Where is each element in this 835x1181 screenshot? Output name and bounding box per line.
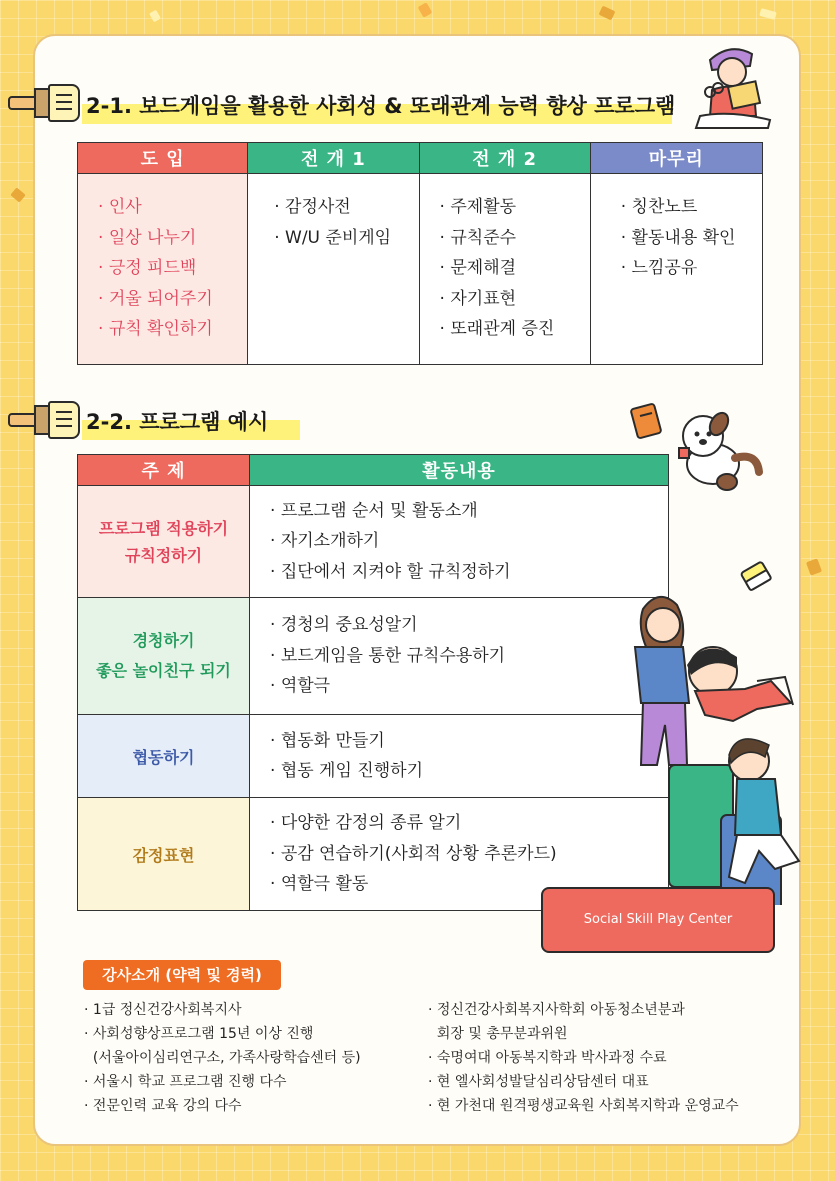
paintbrush-icon <box>8 82 80 122</box>
career-item: (서울아이심리연구소, 가족사랑학습센터 등) <box>92 1050 361 1066</box>
center-name-badge: Social Skill Play Center <box>541 887 775 953</box>
topic-line: 프로그램 적용하기 <box>98 518 229 538</box>
content-items <box>250 496 668 588</box>
list-item: · 감정사전 <box>274 192 418 223</box>
topic-cell <box>78 486 250 598</box>
list-item: · 문제해결 <box>440 253 590 284</box>
list-item: · 경청의 중요성알기 <box>270 610 668 641</box>
career-item: · 전문인력 교육 강의 다수 <box>84 1094 361 1118</box>
topic-cell <box>78 715 250 798</box>
list-item: · 칭찬노트 <box>621 192 762 223</box>
list-item: · 긍정 피드백 <box>98 253 247 284</box>
stage-items <box>420 174 590 345</box>
stage-header: 도 입 <box>78 143 248 174</box>
stage-items <box>591 174 762 284</box>
section2-title: 2-2. 프로그램 예시 <box>86 410 269 434</box>
topic-header: 주 제 <box>78 455 250 486</box>
list-item: · 인사 <box>98 192 247 223</box>
topic-line: 경청하기 <box>132 631 195 650</box>
list-item: · 역할극 <box>270 671 668 702</box>
list-item: · W/U 준비게임 <box>274 223 418 254</box>
list-item: · 느낌공유 <box>621 253 762 284</box>
career-item: · 1급 정신건강사회복지사 <box>84 998 361 1022</box>
confetti-piece <box>599 6 616 21</box>
list-item: · 보드게임을 통한 규칙수용하기 <box>270 641 668 672</box>
lecturer-career-left <box>84 998 361 1118</box>
confetti-piece <box>806 558 822 575</box>
list-item: · 역할극 활동 <box>270 869 668 900</box>
content-items <box>250 610 668 702</box>
stage-header: 전 개 1 <box>248 143 419 174</box>
stage-items <box>248 174 418 253</box>
topic-line: 좋은 놀이친구 되기 <box>96 661 231 680</box>
confetti-piece <box>10 187 26 202</box>
topic-line: 감정표현 <box>132 845 195 865</box>
lecturer-career-right <box>428 998 739 1118</box>
content-header: 활동내용 <box>250 455 669 486</box>
confetti-piece <box>149 10 161 23</box>
content-cell <box>250 715 669 798</box>
list-item: · 주제활동 <box>440 192 590 223</box>
lecturer-title: 강사소개 (약력 및 경력) <box>83 960 281 990</box>
list-item: · 거울 되어주기 <box>98 284 247 315</box>
dog-illustration <box>665 408 765 500</box>
list-item: · 일상 나누기 <box>98 223 247 254</box>
notebook-icon <box>628 402 664 442</box>
stage-cell <box>590 174 762 365</box>
career-item: · 정신건강사회복지사학회 아동청소년분과 <box>428 998 739 1022</box>
topic-cell <box>78 598 250 715</box>
career-item: · 사회성향상프로그램 15년 이상 진행 <box>84 1022 361 1046</box>
paintbrush-icon <box>8 399 80 439</box>
stage-header: 마무리 <box>590 143 762 174</box>
content-cell <box>250 598 669 715</box>
topic-cell <box>78 798 250 911</box>
list-item: · 공감 연습하기(사회적 상황 추론카드) <box>270 839 668 870</box>
list-item: · 협동 게임 진행하기 <box>270 756 668 787</box>
stage-header: 전 개 2 <box>419 143 590 174</box>
list-item: · 프로그램 순서 및 활동소개 <box>270 496 668 527</box>
reading-kid-illustration <box>690 40 776 130</box>
stage-items <box>78 174 247 345</box>
list-item: · 자기표현 <box>440 284 590 315</box>
stage-cell <box>419 174 590 365</box>
list-item: · 집단에서 지켜야 할 규칙정하기 <box>270 557 668 588</box>
program-example-table <box>77 454 669 911</box>
list-item: · 자기소개하기 <box>270 526 668 557</box>
stage-cell <box>78 174 248 365</box>
career-item: · 숙명여대 아동복지학과 박사과정 수료 <box>428 1046 739 1070</box>
topic-line: 협동하기 <box>132 747 195 767</box>
list-item: · 규칙 확인하기 <box>98 314 247 345</box>
content-items <box>250 726 668 787</box>
career-item: · 현 엘사회성발달심리상담센터 대표 <box>428 1070 739 1094</box>
career-item: · 현 가천대 원격평생교육원 사회복지학과 운영교수 <box>428 1094 739 1118</box>
confetti-piece <box>418 2 433 17</box>
career-item: 회장 및 총무분과위원 <box>436 1026 568 1042</box>
confetti-piece <box>759 8 777 20</box>
list-item: · 활동내용 확인 <box>621 223 762 254</box>
list-item: · 다양한 감정의 종류 알기 <box>270 808 668 839</box>
kids-playing-illustration <box>625 585 805 905</box>
stage-cell <box>248 174 419 365</box>
list-item: · 규칙준수 <box>440 223 590 254</box>
career-item: · 서울시 학교 프로그램 진행 다수 <box>84 1070 361 1094</box>
list-item: · 또래관계 증진 <box>440 314 590 345</box>
topic-line: 규칙정하기 <box>124 545 203 565</box>
list-item: · 협동화 만들기 <box>270 726 668 757</box>
content-cell <box>250 486 669 598</box>
section1-title: 2-1. 보드게임을 활용한 사회성 & 또래관계 능력 향상 프로그램 <box>86 94 676 118</box>
program-stage-table <box>77 142 763 365</box>
